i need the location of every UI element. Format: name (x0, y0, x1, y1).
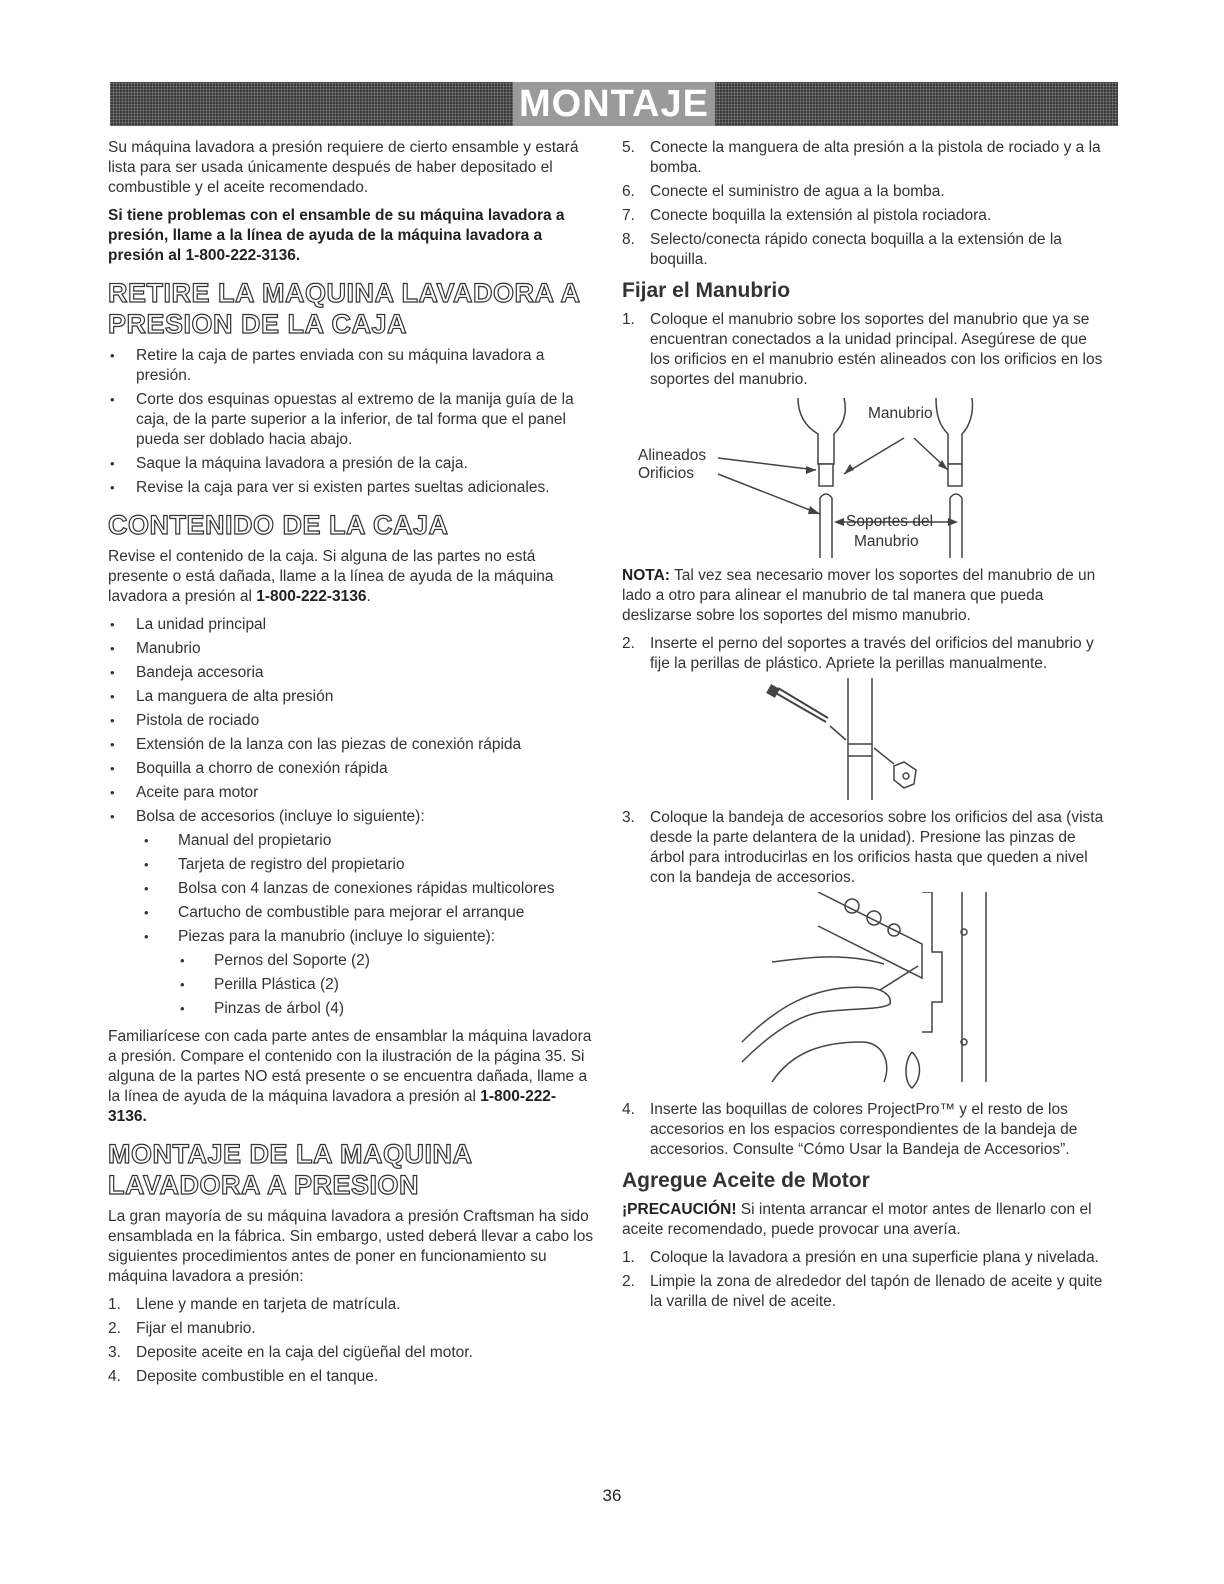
list-item-label: Piezas para la manubrio (incluye lo siguiente): (178, 928, 496, 945)
step-text: Conecte la manguera de alta presión a la pistola de rociado y a la bomba. (650, 139, 1101, 176)
step-text: Coloque la lavadora a presión en una superficie plana y nivelada. (650, 1249, 1099, 1266)
page-number: 36 (602, 1486, 622, 1505)
step-number: 5. (622, 139, 635, 156)
step-number: 4. (108, 1368, 121, 1385)
assembly-steps (108, 1295, 594, 1387)
list-item-label: Bolsa de accesorios (incluye lo siguiente): (136, 808, 425, 825)
list-item (108, 1343, 594, 1363)
help-paragraph: Si tiene problemas con el ensamble de su máquina lavadora a presión, llame a la línea de ayuda de la máquina lavadora a presión al 1-800-222-3136. (108, 207, 565, 264)
step-text: Inserte las boquillas de colores ProjectPro™ y el resto de los accesorios en los espacios correspondientes de la bandeja de accesorios. Consulte “Cómo Usar la Bandeja de Accesorios”. (650, 1101, 1078, 1158)
contents-intro-text: Revise el contenido de la caja. Si alguna de las partes no está presente o está dañada, llame a la línea de ayuda de la máquina lavadora a presión al (108, 548, 554, 605)
step-number: 1. (622, 311, 635, 328)
contents-outro-phone: 1-800-222-3136. (108, 1088, 557, 1125)
section-title-contents: CONTENIDO DE LA CAJA (108, 510, 449, 540)
label-soportes-manubrio: Manubrio (854, 533, 919, 550)
step-number: 2. (622, 635, 635, 652)
handle-brackets-figure (622, 394, 1108, 558)
section-title-handle: Fijar el Manubrio (622, 279, 791, 302)
list-item: • Cartucho de combustible para mejorar el arranque (108, 903, 594, 923)
contents-outro (108, 1027, 594, 1127)
step-text: Deposite aceite en la caja del cigüeñal del motor. (136, 1344, 473, 1361)
handle-step-2 (622, 634, 1108, 674)
assembly-intro: La gran mayoría de su máquina lavadora a presión Craftsman ha sido ensamblada en la fábrica. Sin embargo, usted deberá llevar a cabo los siguientes procedimientos antes de poner en funcionamiento su máquina lavadora a presión: (108, 1208, 594, 1285)
list-item (108, 927, 594, 1019)
caution-text: Si intenta arrancar el motor antes de llenarlo con el aceite recomendado, puede provocar una avería. (622, 1201, 1092, 1238)
list-item (622, 1248, 1108, 1268)
section-title-oil: Agregue Aceite de Motor (622, 1169, 870, 1192)
list-item: • Corte dos esquinas opuestas al extremo de la manija guía de la caja, de la parte superior a la inferior, de tal forma que el panel pueda ser doblado hacia abajo. (108, 390, 594, 450)
step-text: Llene y mande en tarjeta de matrícula. (136, 1296, 401, 1313)
bolt-knob-illustration (622, 678, 1108, 800)
step-number: 7. (622, 207, 635, 224)
list-item (622, 1100, 1108, 1160)
step-text: Conecte boquilla la extensión al pistola rociadora. (650, 207, 992, 224)
list-item (622, 230, 1108, 270)
list-item: • Pernos del Soporte (2) (108, 951, 594, 971)
tray-clip-illustration (622, 892, 1108, 1092)
list-item: • La manguera de alta presión (108, 687, 594, 707)
list-item (622, 310, 1108, 390)
header-banner (110, 82, 1118, 126)
list-item: • Manubrio (108, 639, 594, 659)
list-item: • Tarjeta de registro del propietario (108, 855, 594, 875)
list-item: • Revise la caja para ver si existen partes sueltas adicionales. (108, 478, 594, 498)
label-alineados: Alineados (638, 447, 707, 464)
note-paragraph (622, 566, 1108, 626)
list-item: • Pistola de rociado (108, 711, 594, 731)
section-title-remove: RETIRE LA MAQUINA LAVADORA A PRESION DE LA CAJA (108, 278, 580, 339)
step-number: 4. (622, 1101, 635, 1118)
step-text: Limpie la zona de alrededor del tapón de llenado de aceite y quite la varilla de nivel de aceite. (650, 1273, 1103, 1310)
step-number: 1. (622, 1249, 635, 1266)
step-number: 2. (622, 1273, 635, 1290)
oil-steps (622, 1248, 1108, 1312)
contents-phone: 1-800-222-3136 (256, 588, 367, 605)
list-item (108, 1319, 594, 1339)
list-item (622, 1272, 1108, 1312)
note-text: Tal vez sea necesario mover los soportes del manubrio de un lado a otro para alinear el manubrio de tal manera que pueda deslizarse sobre los soportes del mismo manubrio. (622, 567, 1096, 624)
remove-list (108, 346, 594, 498)
list-item (108, 1295, 594, 1315)
label-soportes: Soportes del (846, 513, 934, 530)
list-item: • Saque la máquina lavadora a presión de la caja. (108, 454, 594, 474)
step-text: Inserte el perno del soportes a través del orificios del manubrio y fije la perillas de plástico. Apriete la perillas manualmente. (650, 635, 1094, 672)
right-column (622, 138, 1108, 1320)
list-item (108, 807, 594, 1019)
list-item (622, 634, 1108, 674)
caution-paragraph (622, 1200, 1108, 1240)
handle-step-3 (622, 808, 1108, 888)
note-label: NOTA: (622, 567, 670, 584)
step-number: 1. (108, 1296, 121, 1313)
list-item (622, 138, 1108, 178)
section-title-assembly: MONTAJE DE LA MAQUINA LAVADORA A PRESION (108, 1139, 472, 1200)
intro-paragraph: Su máquina lavadora a presión requiere de cierto ensamble y estará lista para ser usada únicamente después de haber depositado el combustible y el aceite recomendado. (108, 139, 579, 196)
tray-clip-figure (622, 892, 1108, 1092)
step-number: 2. (108, 1320, 121, 1337)
list-item (108, 1367, 594, 1387)
list-item: • La unidad principal (108, 615, 594, 635)
list-item: • Boquilla a chorro de conexión rápida (108, 759, 594, 779)
contents-outro-text: Familiarícese con cada parte antes de ensamblar la máquina lavadora a presión. Compare el contenido con la ilustración de la página 35. Si alguna de la partes NO está presente o se encuentra dañada, llame a la línea de ayuda de la máquina lavadora a presión al (108, 1028, 592, 1105)
contents-list (108, 615, 594, 1019)
list-item: • Bolsa con 4 lanzas de conexiones rápidas multicolores (108, 879, 594, 899)
list-item: • Perilla Plástica (2) (108, 975, 594, 995)
list-item: • Retire la caja de partes enviada con su máquina lavadora a presión. (108, 346, 594, 386)
list-item (622, 206, 1108, 226)
assembly-steps-continued (622, 138, 1108, 270)
bag-list (108, 831, 594, 1019)
step-number: 3. (108, 1344, 121, 1361)
parts-list (108, 951, 594, 1019)
list-item: • Bandeja accesoria (108, 663, 594, 683)
handle-step-1 (622, 310, 1108, 390)
list-item: • Manual del propietario (108, 831, 594, 851)
list-item (622, 182, 1108, 202)
label-manubrio: Manubrio (868, 405, 933, 422)
step-number: 6. (622, 183, 635, 200)
handle-step-4 (622, 1100, 1108, 1160)
list-item (622, 808, 1108, 888)
contents-intro: Revise el contenido de la caja. Si alguna de las partes no está presente o está dañada, llame a la línea de ayuda de la máquina lavadora a presión al 1-800-222-3136. (108, 548, 554, 605)
step-number: 8. (622, 231, 635, 248)
list-item: • Aceite para motor (108, 783, 594, 803)
list-item: • Pinzas de árbol (4) (108, 999, 594, 1019)
page-title: MONTAJE (513, 82, 715, 126)
left-column (108, 138, 594, 1395)
step-text: Conecte el suministro de agua a la bomba. (650, 183, 945, 200)
step-text: Deposite combustible en el tanque. (136, 1368, 379, 1385)
step-text: Fijar el manubrio. (136, 1320, 256, 1337)
caution-label: ¡PRECAUCIÓN! (622, 1201, 737, 1218)
list-item: • Extensión de la lanza con las piezas de conexión rápida (108, 735, 594, 755)
step-text: Coloque la bandeja de accesorios sobre los orificios del asa (vista desde la parte delantera de la unidad). Presione las pinzas de árbol para introducirlas en los orificios hasta que queden a nivel con la bandeja de accesorios. (650, 809, 1104, 886)
bolt-knob-figure (622, 678, 1108, 800)
step-text: Coloque el manubrio sobre los soportes del manubrio que ya se encuentran conectados a la unidad principal. Asegúrese de que los orificios en el manubrio estén alineados con los orificios en los soportes del manubrio. (650, 311, 1103, 388)
step-text: Selecto/conecta rápido conecta boquilla a la extensión de la boquilla. (650, 231, 1062, 268)
step-number: 3. (622, 809, 635, 826)
label-orificios: Orificios (638, 465, 694, 482)
